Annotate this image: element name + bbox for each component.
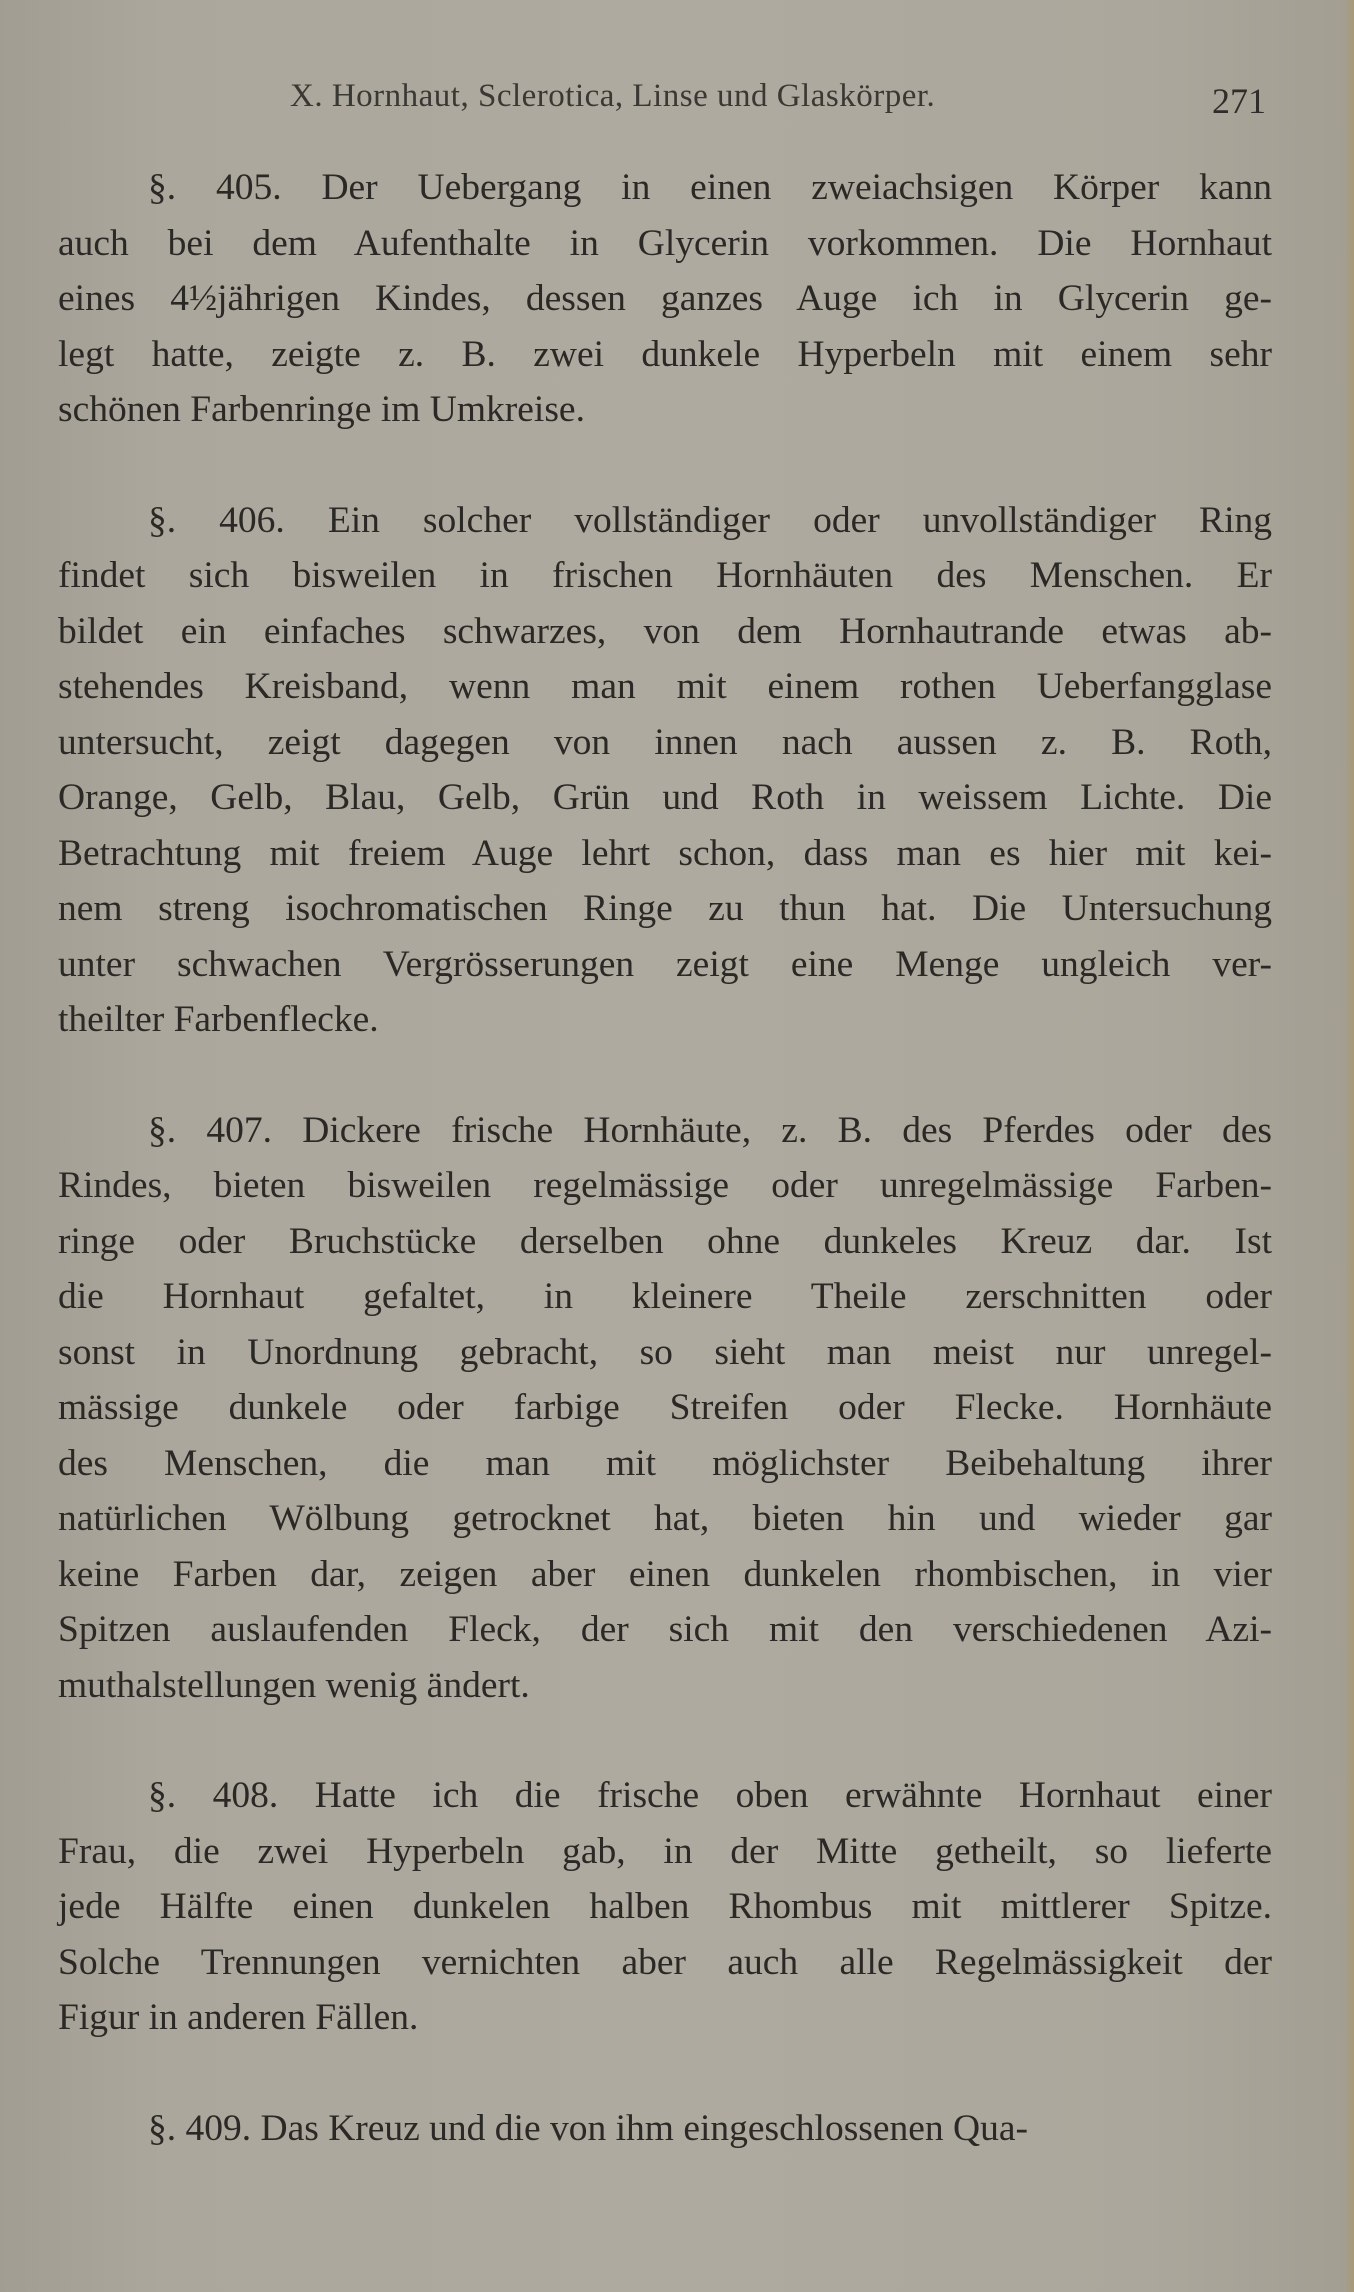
text-line: muthalstellungen wenig ändert. xyxy=(58,1664,530,1706)
text-line: nem streng isochromatischen Ringe zu thun hat. Die Untersuchung xyxy=(58,888,1272,929)
text-line: Betrachtung mit freiem Auge lehrt schon, dass man es hier mit kei- xyxy=(58,832,1272,874)
text-line: legt hatte, zeigte z. B. zwei dunkele Hyperbeln mit einem sehr xyxy=(58,333,1272,375)
text-line: stehendes Kreisband, wenn man mit einem rothen Ueberfangglase xyxy=(58,666,1272,707)
text-line: jede Hälfte einen dunkelen halben Rhombus mit mittlerer Spitze. xyxy=(58,1886,1272,1927)
text-line: auch bei dem Aufenthalte in Glycerin vorkommen. Die Hornhaut xyxy=(58,222,1272,264)
paragraph-407 xyxy=(58,1103,1272,1714)
text-line: die Hornhaut gefaltet, in kleinere Theile zerschnitten oder xyxy=(58,1276,1272,1317)
text-line: eines 4½jährigen Kindes, dessen ganzes Auge ich in Glycerin ge- xyxy=(58,278,1272,319)
page-edge-shadow xyxy=(1344,0,1354,2292)
text-line: bildet ein einfaches schwarzes, von dem Hornhautrande etwas ab- xyxy=(58,610,1272,652)
text-line: §. 409. Das Kreuz und die von ihm eingeschlossenen Qua- xyxy=(148,2107,1029,2149)
text-line: sonst in Unordnung gebracht, so sieht man meist nur unregel- xyxy=(58,1331,1272,1373)
paragraph-405 xyxy=(58,160,1272,438)
text-line: ringe oder Bruchstücke derselben ohne dunkeles Kreuz dar. Ist xyxy=(58,1220,1272,1262)
text-line: Rindes, bieten bisweilen regelmässige oder unregelmässige Farben- xyxy=(58,1165,1272,1206)
paragraph-406 xyxy=(58,493,1272,1048)
text-line: theilter Farbenflecke. xyxy=(58,999,379,1040)
text-line: natürlichen Wölbung getrocknet hat, bieten hin und wieder gar xyxy=(58,1498,1272,1539)
text-line: §. 405. Der Uebergang in einen zweiachsigen Körper kann xyxy=(148,167,1272,208)
text-line: unter schwachen Vergrösserungen zeigt eine Menge ungleich ver- xyxy=(58,943,1272,985)
running-head: X. Hornhaut, Sclerotica, Linse und Glaskörper. xyxy=(290,78,936,114)
text-line: §. 408. Hatte ich die frische oben erwähnte Hornhaut einer xyxy=(148,1775,1272,1816)
text-line: Figur in anderen Fällen. xyxy=(58,1997,419,2038)
text-line: Frau, die zwei Hyperbeln gab, in der Mitte getheilt, so lieferte xyxy=(58,1830,1272,1872)
text-line: des Menschen, die man mit möglichster Beibehaltung ihrer xyxy=(58,1442,1272,1484)
text-line: untersucht, zeigt dagegen von innen nach aussen z. B. Roth, xyxy=(58,721,1272,763)
text-line: Orange, Gelb, Blau, Gelb, Grün und Roth in weissem Lichte. Die xyxy=(58,777,1272,818)
page-header xyxy=(0,78,1354,138)
body-text xyxy=(58,160,1272,2211)
text-line: findet sich bisweilen in frischen Hornhäuten des Menschen. Er xyxy=(58,555,1272,596)
text-line: schönen Farbenringe im Umkreise. xyxy=(58,389,585,430)
text-line: §. 407. Dickere frische Hornhäute, z. B. des Pferdes oder des xyxy=(148,1109,1272,1151)
text-line: keine Farben dar, zeigen aber einen dunkelen rhombischen, in vier xyxy=(58,1553,1272,1595)
paragraph-409 xyxy=(58,2101,1272,2157)
text-line: Solche Trennungen vernichten aber auch alle Regelmässigkeit der xyxy=(58,1941,1272,1983)
paragraph-408 xyxy=(58,1768,1272,2046)
text-line: mässige dunkele oder farbige Streifen oder Flecke. Hornhäute xyxy=(58,1387,1272,1428)
text-line: Spitzen auslaufenden Fleck, der sich mit den verschiedenen Azi- xyxy=(58,1609,1272,1650)
text-line: §. 406. Ein solcher vollständiger oder unvollständiger Ring xyxy=(148,499,1272,541)
page-number: 271 xyxy=(1212,81,1266,121)
